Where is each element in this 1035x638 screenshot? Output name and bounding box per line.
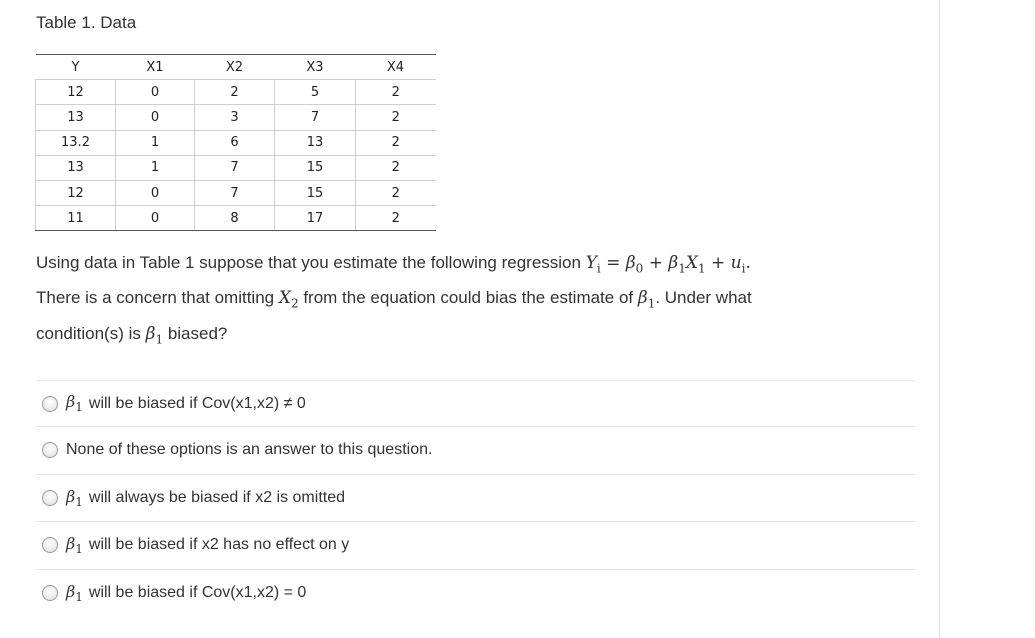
table-cell: 0 bbox=[116, 180, 195, 205]
beta-symbol: $\beta_1$ bbox=[66, 581, 83, 604]
table-cell: 13 bbox=[36, 155, 116, 180]
column-header: X1 bbox=[116, 55, 195, 80]
answer-option-label[interactable] bbox=[66, 487, 345, 509]
table-cell: 5 bbox=[275, 80, 356, 105]
beta-symbol: $\beta_1$ bbox=[637, 288, 656, 311]
table-row bbox=[36, 180, 436, 205]
question-text bbox=[36, 248, 906, 354]
question-text-segment: There is a concern that omitting bbox=[36, 288, 279, 308]
question-line-3 bbox=[36, 319, 906, 354]
question-text-segment: Using data in Table 1 suppose that you estimate the following regression bbox=[36, 253, 586, 272]
table-cell: 2 bbox=[356, 180, 436, 205]
column-header: Y bbox=[36, 55, 116, 80]
answer-option-label[interactable] bbox=[66, 582, 306, 604]
table-cell: 13 bbox=[36, 105, 116, 130]
table-cell: 2 bbox=[356, 155, 436, 180]
answer-option-label[interactable] bbox=[66, 441, 432, 459]
radio-button[interactable] bbox=[42, 490, 58, 506]
column-header: X4 bbox=[356, 55, 436, 80]
table-cell: 0 bbox=[116, 80, 195, 105]
table-cell: 1 bbox=[116, 155, 195, 180]
beta-symbol: $\beta_1$ bbox=[66, 534, 83, 557]
table-header-row bbox=[36, 55, 436, 80]
table-cell: 2 bbox=[356, 130, 436, 155]
table-cell: 0 bbox=[116, 206, 195, 231]
table-row bbox=[36, 80, 436, 105]
table-cell: 2 bbox=[195, 80, 275, 105]
answer-option-text: will be biased if x2 has no effect on y bbox=[88, 536, 350, 554]
table-cell: 3 bbox=[195, 105, 275, 130]
table-cell: 8 bbox=[195, 206, 275, 231]
table-row bbox=[36, 130, 436, 155]
table-row bbox=[36, 206, 436, 231]
answer-options bbox=[36, 380, 915, 616]
table-cell: 2 bbox=[356, 206, 436, 231]
table-row bbox=[36, 155, 436, 180]
beta-symbol: $\beta_1$ bbox=[66, 486, 83, 509]
answer-option-text: None of these options is an answer to this question. bbox=[66, 441, 433, 459]
beta-symbol: $\beta_1$ bbox=[66, 392, 83, 415]
table-cell: 1 bbox=[116, 130, 195, 155]
column-header: X3 bbox=[275, 55, 356, 80]
table-cell: 0 bbox=[116, 105, 195, 130]
table-cell: 2 bbox=[356, 80, 436, 105]
answer-option[interactable] bbox=[36, 380, 915, 426]
omitted-variable-symbol: $X_2$ bbox=[278, 288, 299, 311]
answer-option-text: will always be biased if x2 is omitted bbox=[88, 488, 345, 506]
answer-option-label[interactable] bbox=[66, 392, 306, 414]
radio-button[interactable] bbox=[42, 442, 58, 458]
answer-option-text: will be biased if Cov(x1,x2) ≠ 0 bbox=[88, 394, 306, 412]
question-line-1 bbox=[36, 248, 906, 283]
question-text-segment: condition(s) is bbox=[36, 323, 146, 343]
question-line-2 bbox=[36, 283, 906, 318]
table-cell: 2 bbox=[356, 105, 436, 130]
answer-option[interactable] bbox=[36, 569, 915, 617]
answer-option-label[interactable] bbox=[66, 534, 349, 556]
table-title: Table 1. Data bbox=[36, 13, 137, 32]
table-cell: 12 bbox=[36, 80, 116, 105]
answer-option[interactable] bbox=[36, 426, 915, 474]
radio-button[interactable] bbox=[42, 537, 58, 553]
table-row bbox=[36, 105, 436, 130]
table-cell: 13 bbox=[275, 130, 356, 155]
column-header: X2 bbox=[195, 55, 275, 80]
table-cell: 12 bbox=[36, 180, 116, 205]
table-cell: 7 bbox=[275, 105, 356, 130]
question-text-segment: biased? bbox=[167, 323, 228, 343]
table-cell: 6 bbox=[195, 130, 275, 155]
answer-option[interactable] bbox=[36, 521, 915, 569]
table-cell: 7 bbox=[195, 155, 275, 180]
answer-option[interactable] bbox=[36, 474, 915, 522]
radio-button[interactable] bbox=[42, 585, 58, 601]
table-cell: 15 bbox=[275, 155, 356, 180]
regression-equation: $Y_i = \beta_0 + \beta_1X_1 + u_i$. bbox=[585, 253, 751, 276]
answer-option-text: will be biased if Cov(x1,x2) = 0 bbox=[88, 583, 307, 601]
question-text-segment: from the equation could bias the estimate of bbox=[303, 288, 638, 308]
table-cell: 17 bbox=[275, 206, 356, 231]
table-cell: 11 bbox=[36, 206, 116, 231]
data-table bbox=[35, 54, 436, 231]
radio-button[interactable] bbox=[42, 396, 58, 412]
beta-symbol: $\beta_1$ bbox=[145, 323, 164, 347]
table-cell: 7 bbox=[195, 180, 275, 205]
table-cell: 15 bbox=[275, 180, 356, 205]
question-text-segment: . Under what bbox=[655, 288, 752, 308]
table-cell: 13.2 bbox=[36, 130, 116, 155]
